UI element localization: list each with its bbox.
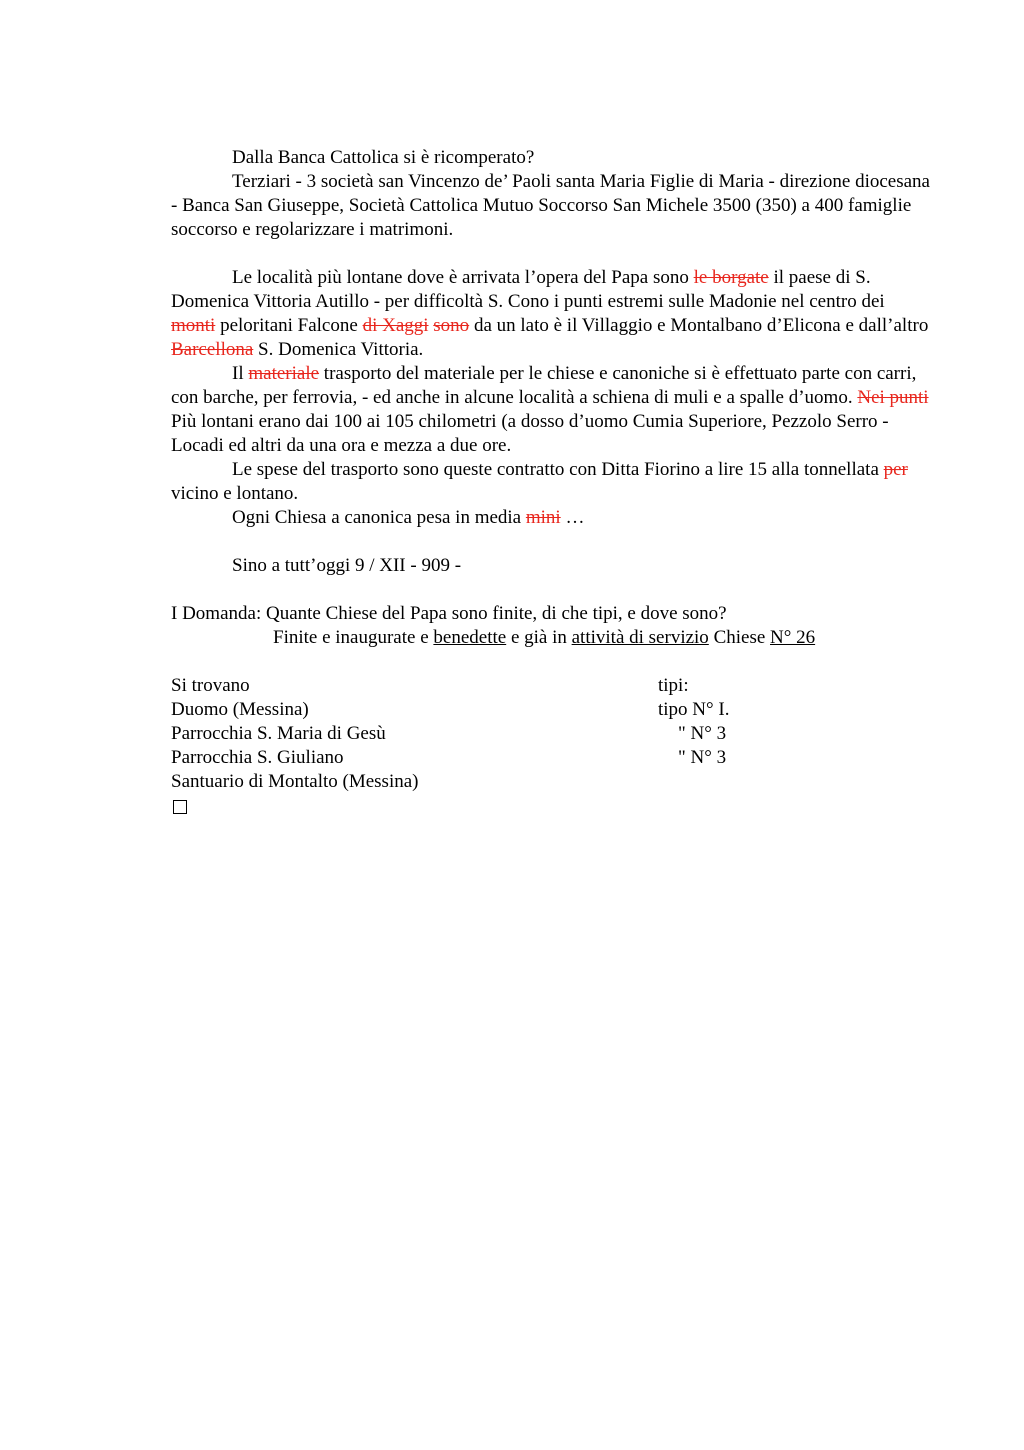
paragraph-terziari: Terziari - 3 società san Vincenzo de’ Paoli santa Maria Figlie di Maria - direzione diocesana - Banca San Giuseppe, Società Cattolica Mutuo Soccorso San Michele 3500 (350) a 400 famiglie soccorso e regolarizzare i matrimoni. [171,171,930,240]
text-span: da un lato è il Villaggio e Montalbano d’Elicona e dall’altro [469,315,929,336]
deleted-text: sono [433,315,470,336]
church-type: " N° 3 [678,723,727,744]
table-row [171,698,931,722]
church-type: " N° 3 [678,747,727,768]
church-place: Parrocchia S. Maria di Gesù [171,723,386,744]
underlined-text: attività di servizio [571,627,709,648]
deleted-text: Nei punti [857,387,929,408]
blank-line [171,530,931,554]
text-span: Più lontani erano dai 100 ai 105 chilometri (a dosso d’uomo Cumia Superiore, Pezzolo Serro - Locadi ed altri da una ora e mezza a due ore. [171,411,889,456]
question-heading: I Domanda: Quante Chiese del Papa sono finite, di che tipi, e dove sono? [171,603,727,624]
deleted-text: per [883,459,908,480]
paragraph-spese [171,458,931,506]
underlined-text: benedette [433,627,507,648]
church-table [171,674,931,818]
deleted-text: mini [525,507,561,528]
question-answer [171,626,931,650]
paragraph-trasporto [171,362,931,458]
text-span: trasporto del materiale per le chiese e canoniche si è effettuato parte con carri, con barche, per ferrovia, - ed anche in alcune località a schiena di muli e a spalle d’uomo. [171,363,917,408]
deleted-text: materiale [248,363,320,384]
paragraph-date: Sino a tutt’oggi 9 / XII - 909 - [232,555,462,576]
text-span: Le spese del trasporto sono queste contratto con Ditta Fiorino a lire 15 alla tonnellata [232,459,884,480]
blank-line [171,578,931,602]
text-span: vicino e lontano. [171,483,299,504]
deleted-text: Barcellona [171,339,254,360]
church-place: Santuario di Montalto (Messina) [171,771,419,792]
text-span: … [560,507,585,528]
church-place: Parrocchia S. Giuliano [171,747,344,768]
table-header-row [171,674,931,698]
church-type: tipo N° I. [658,699,730,720]
paragraph-banca-cattolica: Dalla Banca Cattolica si è ricomperato? [232,147,535,168]
table-header-right: tipi: [658,675,689,696]
text-span: S. Domenica Vittoria. [253,339,424,360]
church-place: Duomo (Messina) [171,699,309,720]
text-span: e già in [506,627,572,648]
deleted-text: le borgate [693,267,769,288]
blank-line [171,242,931,266]
checkbox-row [171,794,931,818]
empty-checkbox-icon [173,800,187,814]
paragraph-peso [171,506,931,530]
document-page [171,146,931,818]
table-row [171,722,931,746]
table-row [171,770,931,794]
table-row [171,746,931,770]
text-span: Il [232,363,249,384]
text-span: Le località più lontane dove è arrivata l’opera del Papa sono [232,267,694,288]
deleted-text: monti [171,315,216,336]
text-span: peloritani Falcone [215,315,363,336]
underlined-text: N° 26 [770,627,816,648]
table-header-left: Si trovano [171,675,250,696]
text-span: Finite e inaugurate e [273,627,434,648]
text-span: il paese di S. Domenica Vittoria Autillo - per difficoltà S. Cono i punti estremi sulle Madonie nel centro dei [171,267,885,312]
text-span: Ogni Chiesa a canonica pesa in media [232,507,526,528]
blank-line [171,650,931,674]
text-span: Chiese [708,627,771,648]
deleted-text: di Xaggi [362,315,429,336]
paragraph-localita [171,266,931,362]
